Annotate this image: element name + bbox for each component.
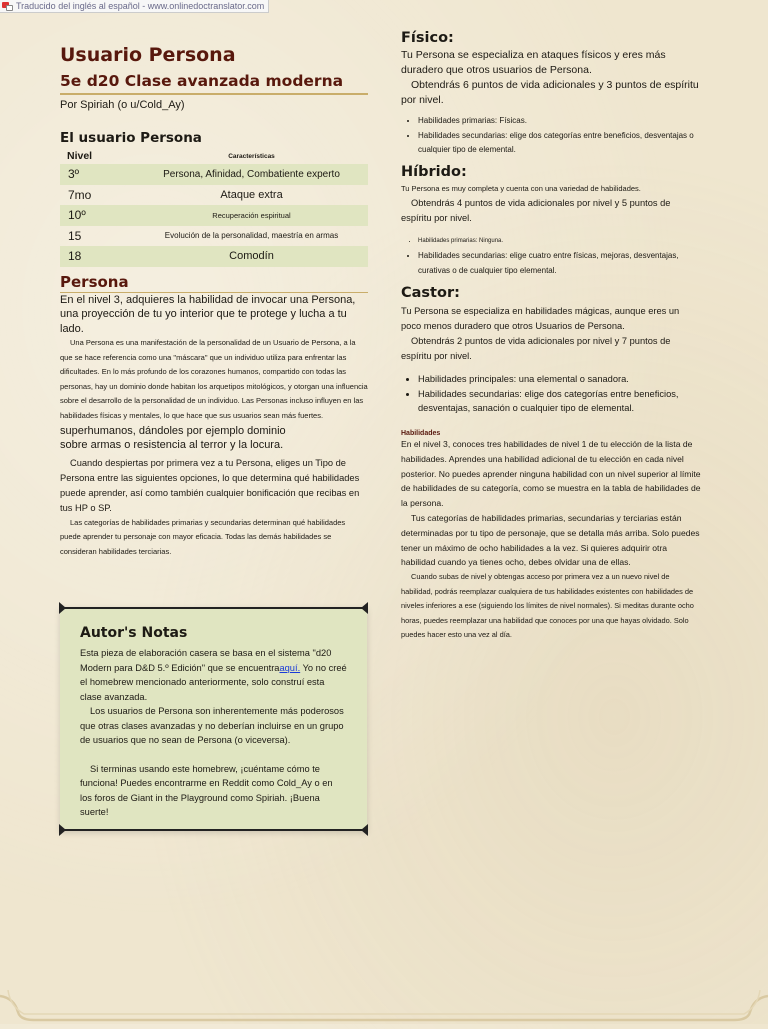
homebrew-link[interactable]: aquí. <box>279 662 301 673</box>
notes-heading: Autor's Notas <box>80 625 188 641</box>
castor-paragraph-2: Obtendrás 2 puntos de vida adicionales por nivel y 7 puntos de espíritu por nivel. <box>401 336 671 362</box>
table-cell-feature: Recuperación espiritual <box>135 205 368 226</box>
persona-paragraph-2: Una Persona es una manifestación de la personalidad de un Usuario de Persona, a la que se hace referencia como una "máscara" que un individuo utiliza para enfrentar las dificultades. En lo más profundo de los corazones humanos, compartido con todas las personas, hay un dominio donde habitan los arquetipos mitológicos, y otorgan una influencia sobre el desarrollo de la personalidad de un individuo. Las Personas incluso influyen en las habilidades físicas y mentales, lo que hace que sus usuarios sean más fuertes. <box>60 338 368 420</box>
fisico-paragraph-2: Obtendrás 6 puntos de vida adicionales y 3 puntos de espíritu por nivel. <box>401 79 699 106</box>
translate-icon <box>2 2 13 11</box>
habilidades-paragraph-3: Cuando subas de nivel y obtengas acceso por primera vez a un nuevo nivel de habilidad, podrás reemplazar cualquiera de tus habilidades existentes con habilidades de niveles inferiores a ese (siguiendo los límites de nivel normales). Si meditas durante ocho horas, puedes reemplazar una habilidad que conoces por una que hayas olvidado. Solo puedes hacer esto una vez al día. <box>401 572 694 640</box>
left-column <box>60 40 368 559</box>
box-corner-decoration <box>59 602 66 614</box>
notes-text-after-link: Yo no creé el homebrew mencionado anteriormente, solo construí esta clase avanzada. <box>80 662 347 702</box>
table-row <box>60 164 368 185</box>
box-corner-decoration <box>59 824 66 836</box>
castor-heading: Castor: <box>401 285 460 302</box>
page-subtitle: 5e d20 Clase avanzada moderna <box>60 72 368 95</box>
fisico-paragraph-1: Tu Persona se especializa en ataques físicos y eres más duradero que otros usuarios de Persona. <box>401 49 666 76</box>
table-cell-feature: Ataque extra <box>220 188 283 201</box>
notes-paragraph-3: Si terminas usando este homebrew, ¡cuéntame cómo te funciona! Puedes encontrarme en Reddit como Cold_Ay o en los foros de Giant in the Playground como Spiriah. ¡Buena suerte! <box>80 763 333 817</box>
persona-paragraph-1: En el nivel 3, adquieres la habilidad de invocar una Persona, una proyección de tu yo interior que te protege y lucha a tu lado. <box>60 293 356 335</box>
box-corner-decoration <box>361 824 368 836</box>
table-cell-level: 10º <box>60 205 135 226</box>
list-item: • Habilidades secundarias: elige dos categorías entre beneficios, desventajas, sanación o cualquier tipo de elemental. <box>418 387 701 416</box>
hibrido-heading: Híbrido: <box>401 163 467 180</box>
fisico-list <box>401 114 701 158</box>
castor-paragraph-1: Tu Persona se especializa en habilidades mágicas, aunque eres un poco menos duradero que otros Usuarios de Persona. <box>401 306 680 332</box>
list-item: • Habilidades secundarias: elige cuatro entre físicas, mejoras, desventajas, curativas o de cualquier tipo elemental. <box>418 249 701 278</box>
table-row <box>60 226 368 247</box>
table-row <box>60 205 368 226</box>
author-notes-box <box>60 607 367 831</box>
translator-bar[interactable] <box>0 0 269 13</box>
table-cell-feature: Persona, Afinidad, Combatiente experto <box>135 164 368 185</box>
notes-paragraph-1 <box>80 646 347 704</box>
table-row <box>60 246 368 267</box>
list-item: • Habilidades secundarias: elige dos categorías entre beneficios, desventajas o cualquier tipo de elemental. <box>418 129 701 158</box>
persona-paragraph-4: Cuando despiertas por primera vez a tu Persona, eliges un Tipo de Persona entre las siguientes opciones, lo que determina qué habilidades puede aprender, así como también cualquier bonificación que recibas en tus HP o SP. <box>60 457 360 513</box>
habilidades-paragraph-1: En el nivel 3, conoces tres habilidades de nivel 1 de tu elección de la lista de habilidades. Aprendes una habilidad adicional de tu elección en cada nivel posterior. No puedes aprender ninguna habilidad con un nivel superior al límite de habilidades de su categoría, como se muestra en la tabla de habilidades de la persona. <box>401 438 701 509</box>
page-frame-ornament <box>0 990 768 1024</box>
habilidades-paragraph-2: Tus categorías de habilidades primarias, secundarias y terciarias están determinadas por tu tipo de personaje, que se detalla más arriba. Solo puedes tener un máximo de ocho habilidades a la vez. Si quieres adquirir otra habilidad cuando ya tienes ocho, debes olvidar una de ellas. <box>401 512 700 568</box>
table-header-row <box>60 148 368 164</box>
translator-bar-text[interactable]: Traducido del inglés al español - www.onlinedoctranslator.com <box>16 1 265 11</box>
persona-paragraph-3: superhumanos, dándoles por ejemplo dominio sobre armas o resistencia al terror y la locura. <box>60 424 286 452</box>
frame-border <box>0 990 768 1024</box>
level-table <box>60 148 368 267</box>
table-cell-feature: Comodín <box>135 246 368 267</box>
table-cell-level: 7mo <box>68 187 92 202</box>
habilidades-heading: Habilidades <box>401 429 441 437</box>
table-cell-level: 3º <box>60 164 135 185</box>
hibrido-paragraph-2: Obtendrás 4 puntos de vida adicionales por nivel y 5 puntos de espíritu por nivel. <box>401 198 671 224</box>
table-row <box>60 185 368 206</box>
list-item: • Habilidades primarias: Ninguna. <box>418 234 701 249</box>
notes-text-before-link: Esta pieza de elaboración casera se basa en el sistema "d20 Modern para D&D 5.º Edición" que se encuentra <box>80 648 332 673</box>
right-column <box>401 30 701 643</box>
table-cell-feature: Evolución de la personalidad, maestría en armas <box>164 231 339 241</box>
table-header-level: Nivel <box>67 150 93 162</box>
fisico-heading: Físico: <box>401 30 454 46</box>
notes-paragraph-2: Los usuarios de Persona son inherentemente más poderosos que otras clases avanzadas y no deberían incluirse en un grupo de usuarios que no sean de Persona (o viceversa). <box>80 706 344 745</box>
hibrido-list <box>401 234 701 278</box>
author-line: Por Spiriah (o u/Cold_Ay) <box>60 99 185 111</box>
persona-paragraph-5: Las categorías de habilidades primarias y secundarias determinan qué habilidades puede aprender tu personaje con mayor eficacia. Todas las demás habilidades se consideran habilidades terciarias. <box>60 517 346 556</box>
table-cell-level: 15 <box>68 228 82 243</box>
castor-list <box>401 372 701 416</box>
list-item: • Habilidades primarias: Físicas. <box>418 114 701 129</box>
list-item: • Habilidades principales: una elemental o sanadora. <box>418 372 701 387</box>
persona-heading: Persona <box>60 273 368 293</box>
box-corner-decoration <box>361 602 368 614</box>
hibrido-paragraph-1: Tu Persona es muy completa y cuenta con una variedad de habilidades. <box>401 183 641 193</box>
table-cell-level: 18 <box>60 246 135 267</box>
class-heading: El usuario Persona <box>60 130 202 146</box>
table-header-features: Características <box>228 152 275 160</box>
page-title: Usuario Persona <box>60 44 236 66</box>
